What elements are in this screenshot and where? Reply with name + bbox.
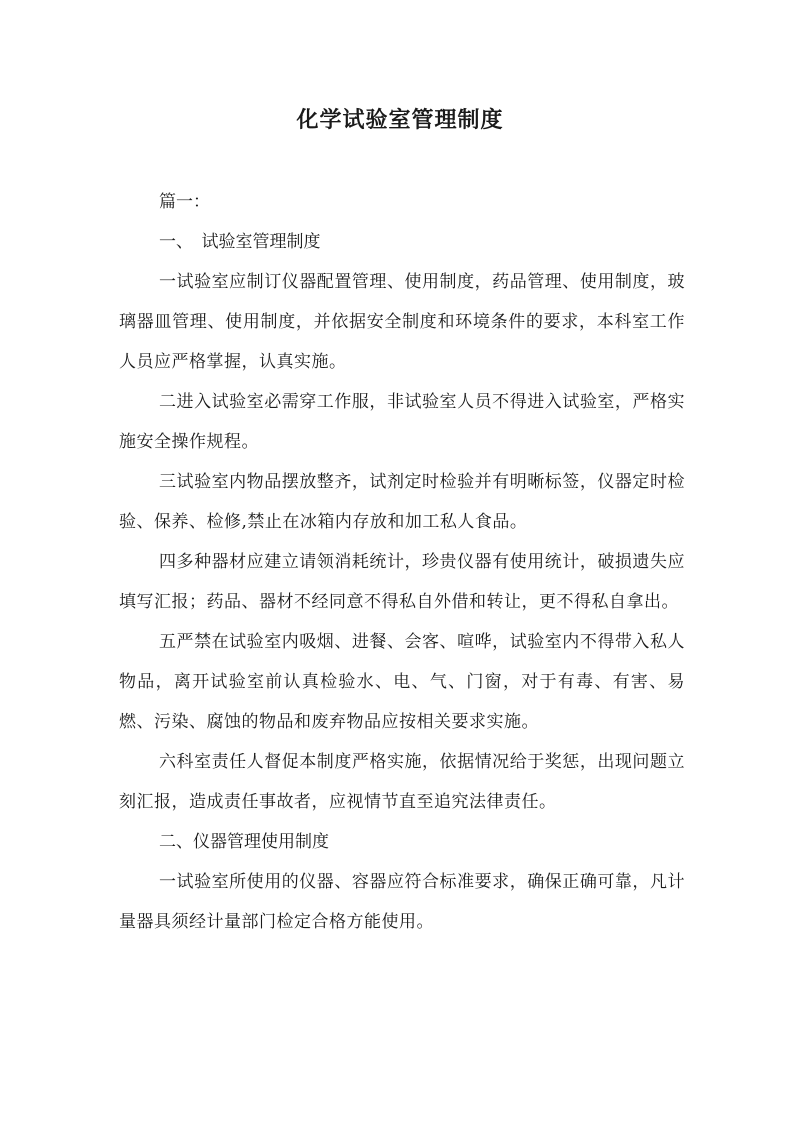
- paragraph-3: 三试验室内物品摆放整齐，试剂定时检验并有明晰标签，仪器定时检验、保养、检修,禁止在冰箱内存放和加工私人食品。: [119, 472, 685, 532]
- paragraph-6: 六科室责任人督促本制度严格实施，依据情况给于奖惩，出现问题立刻汇报，造成责任事故者，应视情节直至追究法律责任。: [119, 752, 685, 812]
- section-heading-2: 二、仪器管理使用制度: [159, 832, 329, 852]
- paragraph-2: 二进入试验室必需穿工作服，非试验室人员不得进入试验室，严格实施安全操作规程。: [119, 392, 685, 452]
- paragraph-4: 四多种器材应建立请领消耗统计，珍贵仪器有使用统计，破损遗失应填写汇报；药品、器材不经同意不得私自外借和转让，更不得私自拿出。: [119, 552, 685, 612]
- paragraph-5: 五严禁在试验室内吸烟、进餐、会客、喧哗，试验室内不得带入私人物品，离开试验室前认真检验水、电、气、门窗，对于有毒、有害、易燃、污染、腐蚀的物品和废弃物品应按相关要求实施。: [119, 632, 685, 732]
- part-label: 篇一：: [159, 192, 210, 212]
- paragraph-1: 一试验室应制订仪器配置管理、使用制度，药品管理、使用制度，玻璃器皿管理、使用制度，并依据安全制度和环境条件的要求，本科室工作人员应严格掌握，认真实施。: [119, 272, 685, 372]
- section-heading-1: 一、 试验室管理制度: [159, 232, 321, 252]
- document-title: 化学试验室管理制度: [296, 107, 504, 133]
- document-body: [119, 182, 685, 942]
- section2-paragraph-1: 一试验室所使用的仪器、容器应符合标准要求，确保正确可靠，凡计量器具须经计量部门检定合格方能使用。: [119, 872, 685, 932]
